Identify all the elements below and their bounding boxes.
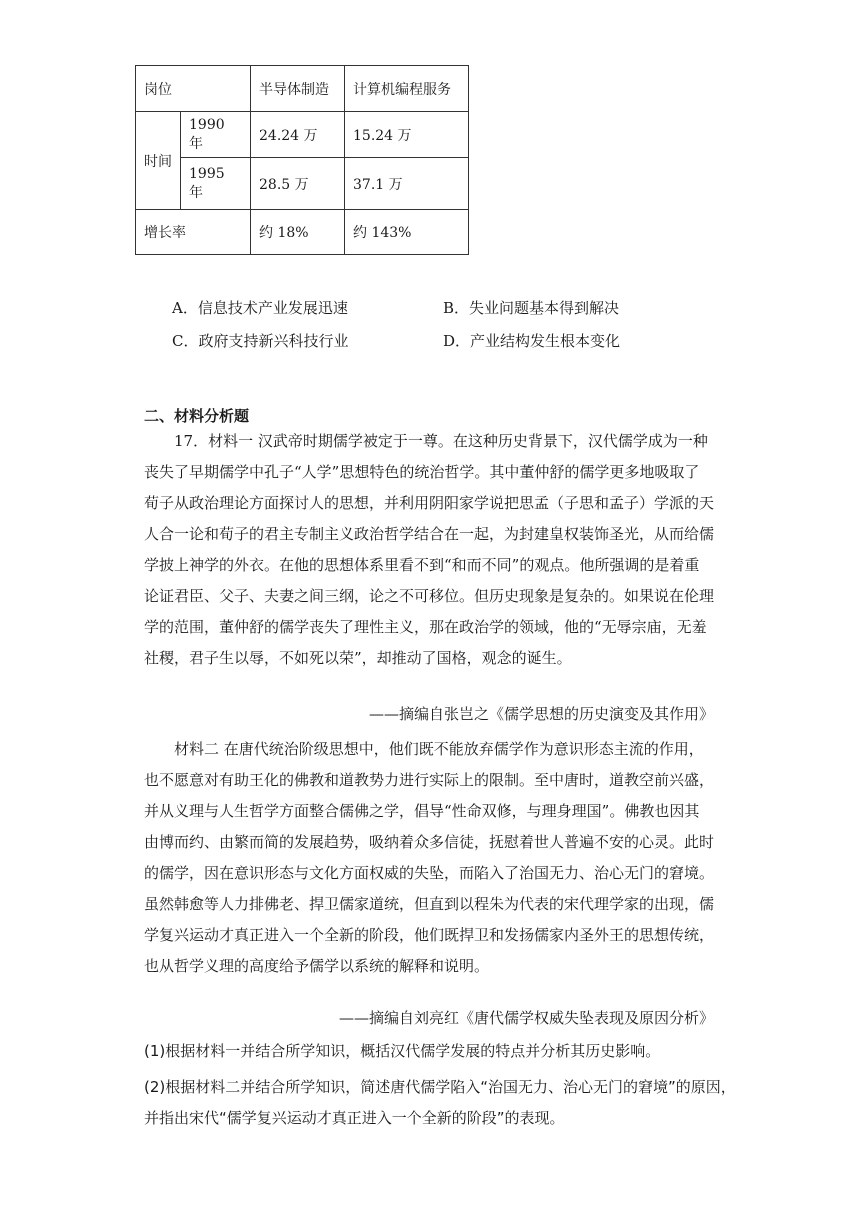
question-2-line: 并指出宋代“儒学复兴运动才真正进入一个全新的阶段”的表现。 (144, 1109, 565, 1127)
material-line: 学披上神学的外衣。在他的思想体系里看不到“和而不同”的观点。他所强调的是着重 (144, 556, 700, 574)
option-c[interactable]: C．政府支持新兴科技行业 (172, 332, 349, 350)
year-cell: 1990 年 (181, 112, 251, 158)
material-line: 也从哲学义理的高度给予儒学以系统的解释和说明。 (144, 957, 490, 975)
material-line: 由博而约、由繁而简的发展趋势，吸纳着众多信徒，抚慰着世人普遍不安的心灵。此时 (144, 833, 715, 851)
material-one (144, 426, 716, 674)
material-two (144, 734, 716, 982)
year-cell: 1995 年 (181, 158, 251, 210)
header-cell-semiconductor: 半导体制造 (251, 66, 345, 112)
material-line: 论证君臣、父子、夫妻之间三纲，论之不可移位。但历史现象是复杂的。如果说在伦理 (144, 587, 715, 605)
header-cell-position: 岗位 (136, 66, 251, 112)
section-title: 二、材料分析题 (144, 407, 250, 425)
value-cell: 24.24 万 (251, 112, 345, 158)
material-line: 的儒学，因在意识形态与文化方面权威的失坠，而陷入了治国无力、治心无门的窘境。 (144, 864, 715, 882)
row-group-label-time: 时间 (136, 112, 181, 210)
question-2-line: (2)根据材料二并结合所学知识，简述唐代儒学陷入“治国无力、治心无门的窘境”的原因， (144, 1078, 736, 1096)
option-d[interactable]: D．产业结构发生根本变化 (443, 332, 621, 350)
material-line: 虽然韩愈等人力排佛老、捍卫儒家道统，但直到以程朱为代表的宋代理学家的出现，儒 (144, 895, 715, 913)
material-line: 材料二 在唐代统治阶级思想中，他们既不能放弃儒学作为意识形态主流的作用， (174, 740, 704, 758)
header-cell-programming: 计算机编程服务 (345, 66, 469, 112)
material-line: 社稷，君子生以辱，不如死以荣”，却推动了国格，观念的诞生。 (144, 649, 572, 667)
value-cell: 约 143% (345, 210, 469, 255)
value-cell: 28.5 万 (251, 158, 345, 210)
table-header-row (136, 66, 469, 112)
material-line: 学的范围，董仲舒的儒学丧失了理性主义，那在政治学的领域，他的“无辱宗庙，无羞 (144, 618, 707, 636)
material-line: 荀子从政治理论方面探讨人的思想，并利用阴阳家学说把思孟（子思和孟子）学派的天 (144, 494, 715, 512)
table-row-growth (136, 210, 469, 255)
question-2 (144, 1072, 736, 1134)
material-one-source: ——摘编自张岂之《儒学思想的历史演变及其作用》 (368, 705, 714, 723)
employment-table (135, 65, 469, 255)
value-cell: 15.24 万 (345, 112, 469, 158)
table-row (136, 112, 469, 158)
question-1: (1)根据材料一并结合所学知识，概括汉代儒学发展的特点并分析其历史影响。 (144, 1042, 661, 1060)
value-cell: 约 18% (251, 210, 345, 255)
material-line: 并从义理与人生哲学方面整合儒佛之学，倡导“性命双修，与理身理国”。佛教也因其 (144, 802, 700, 820)
material-line: 也不愿意对有助王化的佛教和道教势力进行实际上的限制。至中唐时，道教空前兴盛， (144, 771, 715, 789)
option-b[interactable]: B．失业问题基本得到解决 (443, 299, 620, 317)
material-line: 丧失了早期儒学中孔子“人学”思想特色的统治哲学。其中董仲舒的儒学更多地吸取了 (144, 463, 700, 481)
table-row (136, 158, 469, 210)
growth-label-cell: 增长率 (136, 210, 251, 255)
material-line: 17．材料一 汉武帝时期儒学被定于一尊。在这种历史背景下，汉代儒学成为一种 (174, 432, 708, 450)
option-a[interactable]: A．信息技术产业发展迅速 (172, 299, 348, 317)
material-line: 人合一论和荀子的君主专制主义政治哲学结合在一起，为封建皇权装饰圣光，从而给儒 (144, 525, 715, 543)
material-two-source: ——摘编自刘亮红《唐代儒学权威失坠表现及原因分析》 (338, 1009, 714, 1027)
material-line: 学复兴运动才真正进入一个全新的阶段，他们既捍卫和发扬儒家内圣外王的思想传统， (144, 926, 715, 944)
value-cell: 37.1 万 (345, 158, 469, 210)
